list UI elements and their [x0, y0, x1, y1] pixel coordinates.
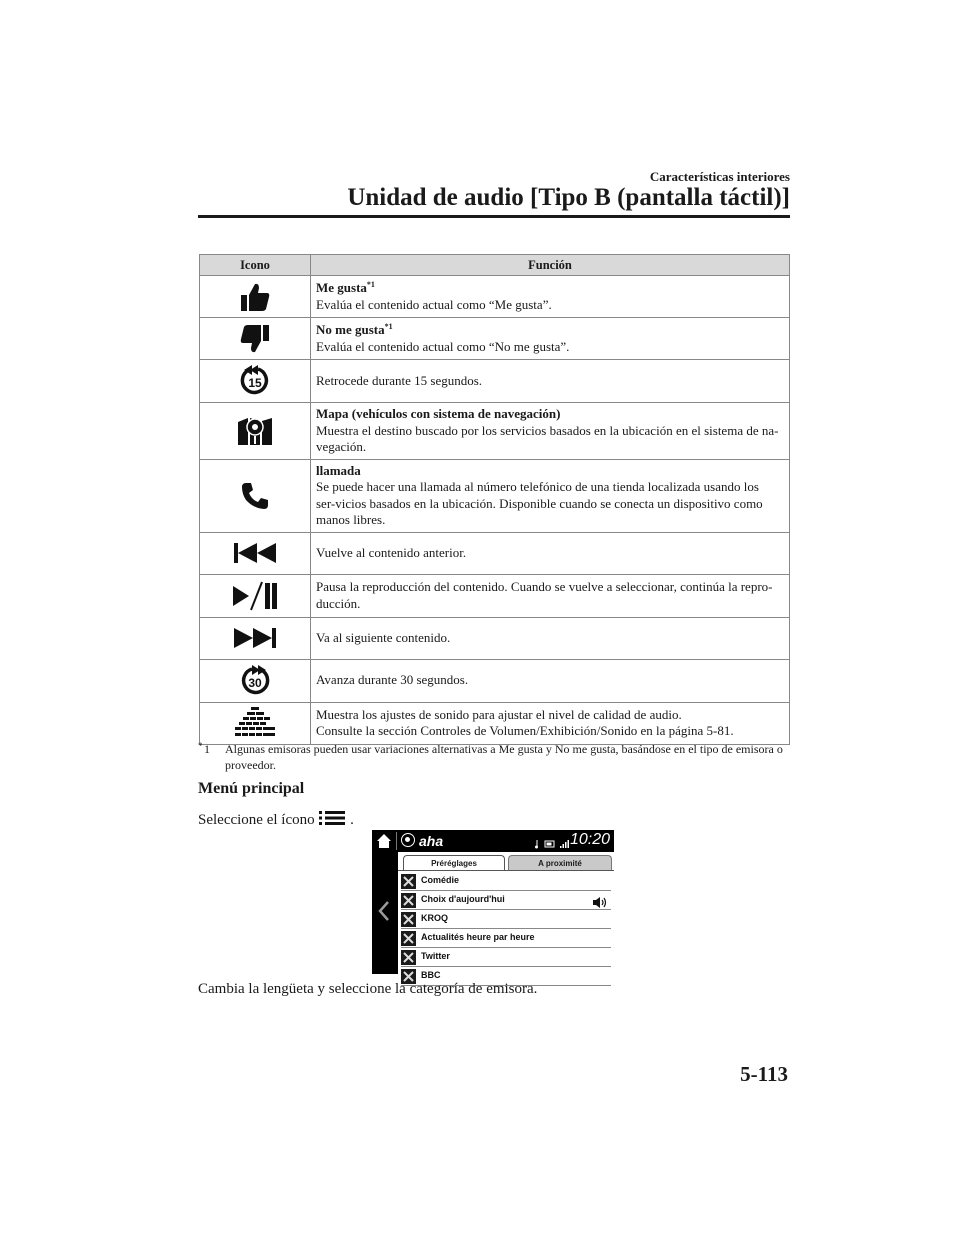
clock: 10:20 [569, 831, 610, 848]
list-item-label: BBC [421, 970, 441, 980]
footnote-ref: *1 [384, 322, 393, 331]
row-description: Muestra el destino buscado por los servicios basados en la ubicación en el sistema de na-vegación. [316, 422, 779, 454]
status-divider [396, 832, 397, 850]
table-row [200, 459, 790, 532]
forward-label: 30 [248, 675, 262, 690]
table-row [200, 360, 790, 403]
list-menu-icon [318, 812, 350, 828]
table-row [200, 702, 790, 744]
row-description: Pausa la reproducción del contenido. Cuando se vuelve a seleccionar, continúa la repro-ducción. [316, 579, 773, 611]
row-description: Retrocede durante 15 segundos. [316, 372, 483, 388]
row-name: No me gusta [316, 322, 385, 337]
thumbs-down-icon [239, 329, 271, 344]
home-icon[interactable] [376, 833, 392, 849]
table-row [200, 532, 790, 574]
station-list [401, 873, 611, 987]
list-item[interactable] [401, 949, 611, 967]
row-description: Vuelve al contenido anterior. [316, 544, 467, 560]
phone-icon [240, 486, 270, 501]
table-row [200, 574, 790, 617]
list-item[interactable] [401, 873, 611, 891]
rewind-15-icon [238, 372, 272, 390]
station-thumbnail-icon [401, 931, 416, 946]
map-pin-icon [237, 422, 273, 437]
page-number: 5-113 [740, 1062, 788, 1086]
table-row [200, 403, 790, 460]
station-thumbnail-icon [401, 912, 416, 927]
footnote-mark: * [198, 741, 203, 751]
list-item-label: KROQ [421, 913, 448, 923]
row-description-2: Consulte la sección Controles de Volumen/Exhibición/Sonido en la página 5-81. [316, 723, 734, 738]
instruction-before: Seleccione el ícono [198, 812, 315, 828]
table-row [200, 276, 790, 318]
row-name: llamada [316, 462, 361, 478]
caption-text: Cambia la lengüeta y seleccione la categoría de emisora. [198, 981, 538, 997]
table-row [200, 617, 790, 659]
aha-menu-screenshot [372, 830, 614, 980]
table-row [200, 318, 790, 360]
rewind-label: 15 [248, 376, 262, 390]
station-thumbnail-icon [401, 950, 416, 965]
icon-function-table [199, 254, 790, 745]
footnote [198, 741, 788, 773]
footnote-number: 1 [204, 742, 210, 756]
section-heading: Menú principal [198, 780, 305, 797]
row-description: Muestra los ajustes de sonido para ajustar el nivel de calidad de audio. [316, 706, 682, 722]
col-header-function: Función [311, 255, 790, 276]
row-description: Evalúa el contenido actual como “No me gusta”. [316, 338, 570, 354]
play-pause-icon [232, 586, 278, 601]
footnote-ref: *1 [366, 280, 375, 289]
next-track-icon [233, 629, 277, 644]
table-row [200, 659, 790, 702]
row-name: Mapa (vehículos con sistema de navegación) [316, 406, 561, 421]
list-item[interactable] [401, 930, 611, 948]
previous-track-icon [233, 544, 277, 559]
instruction-after: . [350, 812, 354, 828]
footnote-text: Algunas emisoras pueden usar variaciones alternativas a Me gusta y No me gusta, basándose en el tipo de emisora o proveedor. [225, 742, 783, 772]
col-header-icon: Icono [200, 255, 311, 276]
section-label: Características interiores [649, 169, 790, 184]
row-description: Se puede hacer una llamada al número telefónico de una tienda localizada usando los ser-vicios basados en la ubicación. Disponible cuando se conecta un dispositivo como manos libres. [316, 479, 763, 527]
row-description: Avanza durante 30 segundos. [316, 672, 469, 688]
header-divider [198, 215, 790, 218]
list-item-label: Choix d'aujourd'hui [421, 894, 505, 904]
station-thumbnail-icon [401, 893, 416, 908]
list-item[interactable] [401, 911, 611, 929]
tab-presets[interactable]: Préréglages [403, 855, 505, 871]
list-item-label: Twitter [421, 951, 450, 961]
back-arrow-icon[interactable] [378, 900, 390, 927]
list-item[interactable] [401, 892, 611, 910]
list-item-label: Actualités heure par heure [421, 932, 535, 942]
station-list-panel [398, 852, 614, 980]
station-thumbnail-icon [401, 874, 416, 889]
row-name: Me gusta [316, 280, 367, 295]
tab-underline [398, 870, 614, 871]
table-header-row [200, 255, 790, 276]
equalizer-icon [235, 714, 275, 729]
instruction-text [198, 810, 354, 829]
row-description: Va al siguiente contenido. [316, 629, 451, 645]
page-title: Unidad de audio [Tipo B (pantalla táctil)] [347, 184, 790, 211]
forward-30-icon [238, 671, 272, 690]
aha-app-icon [401, 833, 415, 847]
thumbs-up-icon [239, 287, 271, 302]
tab-nearby[interactable]: A proximité [508, 855, 612, 871]
app-name: aha [419, 833, 444, 849]
status-bar [372, 830, 614, 852]
list-item-label: Comédie [421, 875, 460, 885]
row-description: Evalúa el contenido actual como “Me gusta”. [316, 296, 552, 312]
